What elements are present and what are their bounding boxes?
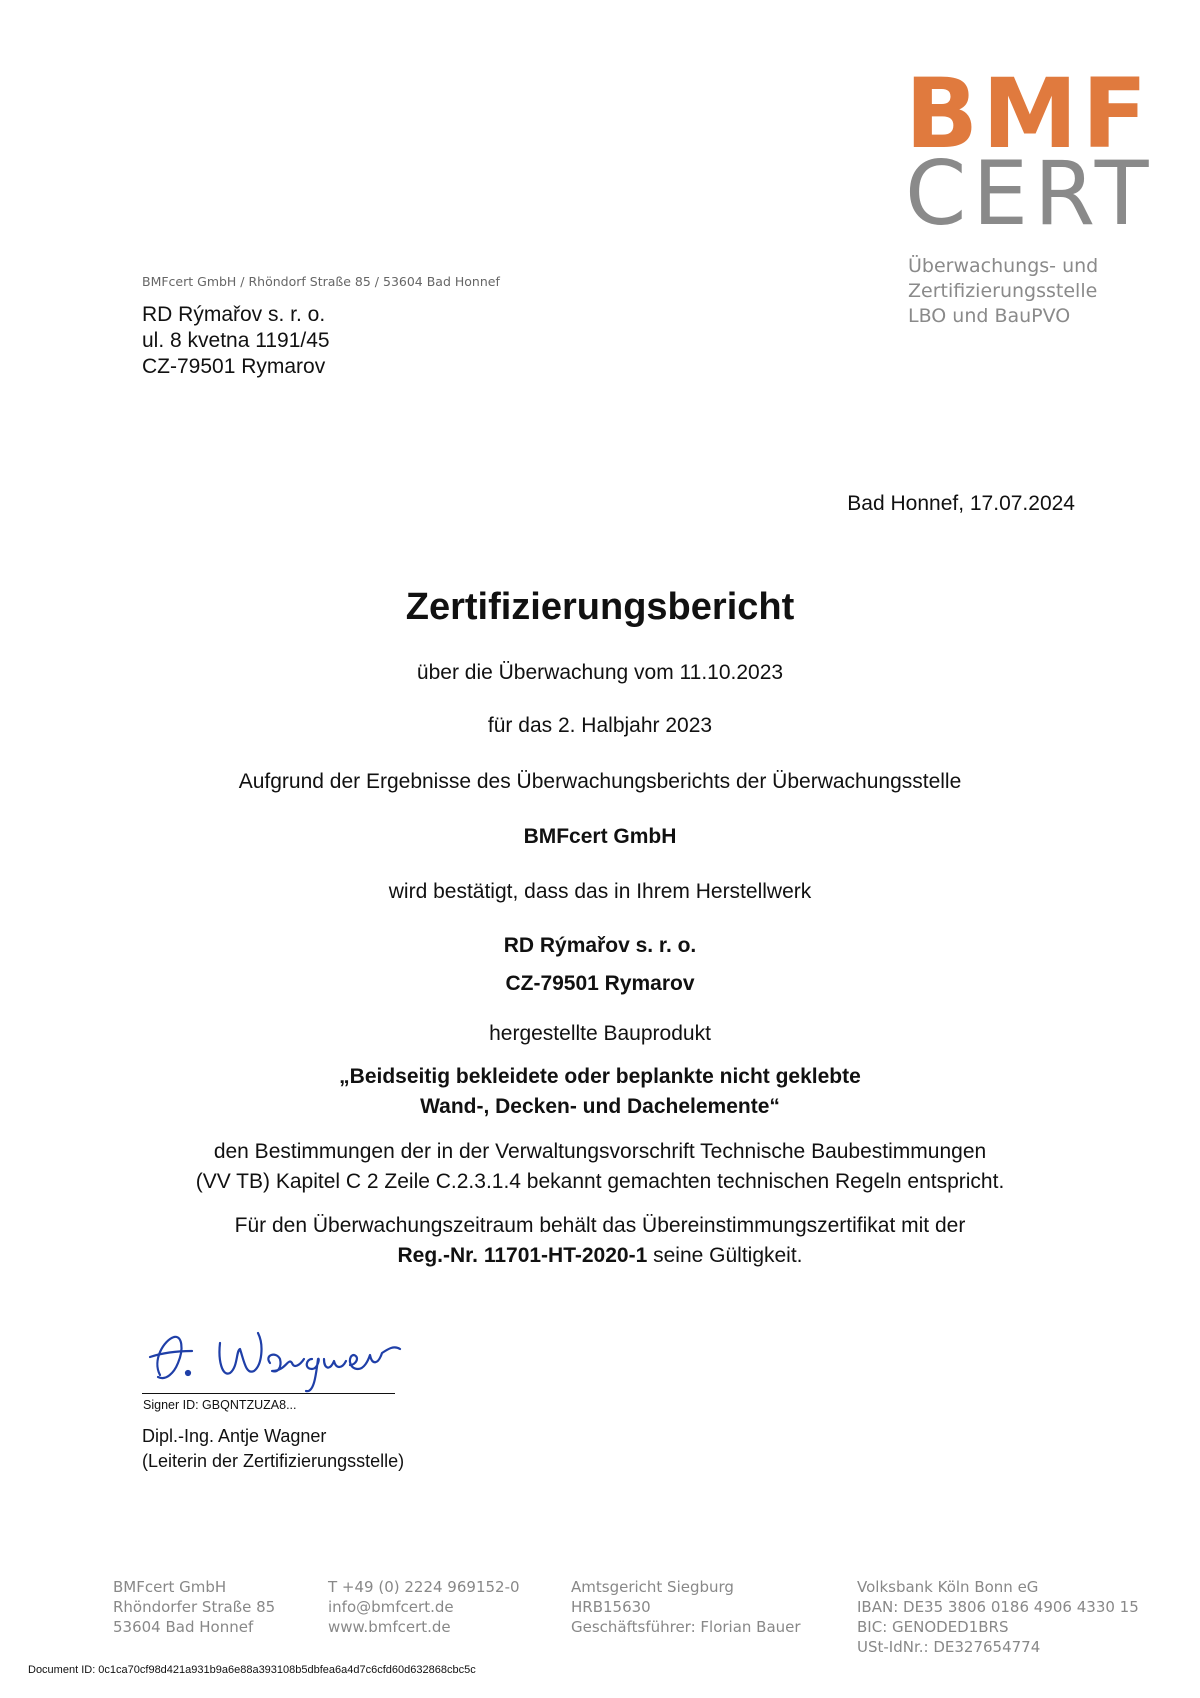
logo-bmf-text: BMF [905, 58, 1152, 170]
footer-line: IBAN: DE35 3806 0186 4906 4330 15 [857, 1598, 1139, 1616]
body-line: über die Überwachung vom 11.10.2023 [416, 661, 784, 684]
footer-line: USt-IdNr.: DE327654774 [857, 1638, 1041, 1656]
body-line: wird bestätigt, dass das in Ihrem Herstellwerk [388, 880, 812, 903]
body-line: Aufgrund der Ergebnisse des Überwachungsberichts der Überwachungsstelle [238, 770, 962, 793]
document-id: Document ID: 0c1ca70cf98d421a931b9a6e88a393108b5dbfea6a4d7c6cfd60d632868cbc5c [28, 1664, 476, 1676]
bmfcert-logo [905, 58, 1155, 245]
recipient-address [142, 302, 330, 380]
signer-name: Dipl.-Ing. Antje Wagner [142, 1426, 327, 1446]
document-title: Zertifizierungsbericht [405, 586, 795, 628]
footer-line: BMFcert GmbH [113, 1578, 227, 1596]
footer-registry-column [571, 1577, 801, 1637]
footer-line: Amtsgericht Siegburg [571, 1578, 734, 1596]
footer-email: info@bmfcert.de [328, 1598, 454, 1616]
logo-tagline [908, 254, 1098, 329]
sender-address-line: BMFcert GmbH / Rhöndorf Straße 85 / 53604 Bad Honnef [142, 274, 500, 289]
footer-line: 53604 Bad Honnef [113, 1618, 254, 1636]
footer-phone: T +49 (0) 2224 969152-0 [328, 1578, 520, 1596]
body-line: (VV TB) Kapitel C 2 Zeile C.2.3.1.4 bekannt gemachten technischen Regeln entspricht. [195, 1170, 1005, 1193]
footer-company-column [113, 1577, 275, 1637]
signer-block [142, 1424, 404, 1474]
body-line: für das 2. Halbjahr 2023 [487, 714, 713, 737]
recipient-line: CZ-79501 Rymarov [142, 355, 326, 378]
recipient-line: ul. 8 kvetna 1191/45 [142, 329, 330, 352]
manufacturer-city: CZ-79501 Rymarov [505, 972, 695, 995]
footer-line: Volksbank Köln Bonn eG [857, 1578, 1039, 1596]
signer-id: Signer ID: GBQNTZUZA8... [143, 1398, 297, 1412]
signature-line [142, 1393, 395, 1394]
registration-suffix: seine Gültigkeit. [647, 1244, 803, 1267]
signer-role: (Leiterin der Zertifizierungsstelle) [142, 1451, 405, 1471]
body-line: hergestellte Bauprodukt [489, 1022, 711, 1045]
body-line: Für den Überwachungszeitraum behält das Übereinstimmungszertifikat mit der [234, 1214, 966, 1237]
body-line: den Bestimmungen der in der Verwaltungsvorschrift Technische Baubestimmungen [213, 1140, 987, 1163]
footer-bank-column [857, 1577, 1139, 1657]
handwritten-signature [142, 1315, 402, 1395]
company-name: BMFcert GmbH [523, 825, 677, 848]
recipient-line: RD Rýmařov s. r. o. [142, 303, 326, 326]
tagline-line: Zertifizierungsstelle [908, 280, 1098, 302]
registration-number: Reg.-Nr. 11701-HT-2020-1 [397, 1244, 648, 1267]
product-name-line: Wand-, Decken- und Dachelemente“ [420, 1095, 780, 1118]
footer-contact-column [328, 1577, 520, 1637]
tagline-line: Überwachungs- und [908, 255, 1099, 277]
footer-line: HRB15630 [571, 1598, 651, 1616]
registration-line [0, 1244, 1200, 1268]
footer-line: Rhöndorfer Straße 85 [113, 1598, 276, 1616]
manufacturer-name: RD Rýmařov s. r. o. [503, 934, 697, 957]
product-name-line: „Beidseitig bekleidete oder beplankte nicht geklebte [339, 1065, 861, 1088]
tagline-line: LBO und BauPVO [908, 305, 1071, 327]
logo-cert-text: CERT [905, 142, 1155, 245]
footer-line: Geschäftsführer: Florian Bauer [571, 1618, 801, 1636]
place-and-date: Bad Honnef, 17.07.2024 [847, 492, 1075, 515]
footer-website: www.bmfcert.de [328, 1618, 451, 1636]
footer-line: BIC: GENODED1BRS [857, 1618, 1009, 1636]
